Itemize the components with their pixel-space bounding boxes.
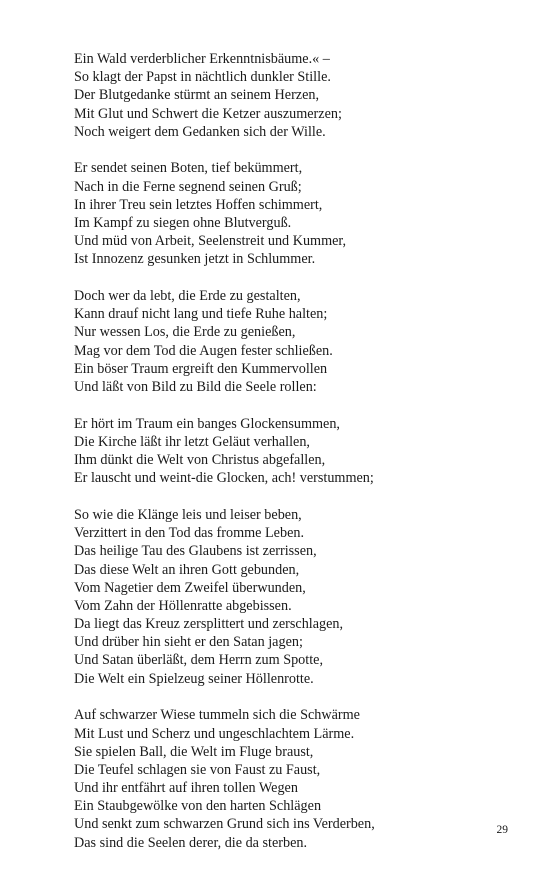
stanza [74,50,514,141]
poem-line: Auf schwarzer Wiese tummeln sich die Schwärme [74,707,360,724]
poem-line: Mit Lust und Scherz und ungeschlachtem Lärme. [74,725,355,742]
poem-line: Ist Innozenz gesunken jetzt in Schlummer. [74,251,316,268]
poem-line: So klagt der Papst in nächtlich dunkler Stille. [74,69,331,86]
page-number: 29 [496,824,508,836]
poem-line: So wie die Klänge leis und leiser beben, [74,506,302,523]
poem-line: Die Welt ein Spielzeug seiner Höllenrotte. [74,670,314,687]
poem-line: Kann drauf nicht lang und tiefe Ruhe halten; [74,306,328,323]
stanza [74,506,514,688]
stanza [74,415,514,488]
stanza [74,706,514,852]
poem-line: Mit Glut und Schwert die Ketzer auszumerzen; [74,105,342,122]
poem-line: Und drüber hin sieht er den Satan jagen; [74,634,303,651]
poem-line: Nur wessen Los, die Erde zu genießen, [74,324,296,341]
poem-line: Und Satan überläßt, dem Herrn zum Spotte, [74,652,324,669]
poem-line: Noch weigert dem Gedanken sich der Wille. [74,123,326,140]
poem-line: Und müd von Arbeit, Seelenstreit und Kummer, [74,233,347,250]
poem-line: Da liegt das Kreuz zersplittert und zerschlagen, [74,616,344,633]
poem-line: Er hört im Traum ein banges Glockensummen, [74,415,340,432]
poem-line: Doch wer da lebt, die Erde zu gestalten, [74,288,301,305]
poem-line: Und senkt zum schwarzen Grund sich ins Verderben, [74,816,375,833]
poem-line: Im Kampf zu siegen ohne Blutverguß. [74,215,292,231]
stanza [74,159,514,268]
poem-line: Ein Wald verderblicher Erkenntnisbäume.« – [74,51,330,67]
poem-line: Das diese Welt an ihren Gott gebunden, [74,561,300,578]
poem-line: Die Teufel schlagen sie von Faust zu Faust, [74,761,321,778]
poem-line: Ihm dünkt die Welt von Christus abgefallen, [74,452,326,469]
poem-line: Er lauscht und weint-die Glocken, ach! verstummen; [74,470,374,487]
poem-body [74,50,514,870]
poem-line: Er sendet seinen Boten, tief bekümmert, [74,160,303,177]
poem-line: Verzittert in den Tod das fromme Leben. [74,525,305,542]
poem-line: Ein Staubgewölke von den harten Schlägen [74,798,322,815]
poem-line: Der Blutgedanke stürmt an seinem Herzen, [74,87,320,104]
poem-line: Das heilige Tau des Glaubens ist zerrissen, [74,543,317,560]
poem-line: Und läßt von Bild zu Bild die Seele rollen: [74,379,317,395]
poem-line: Und ihr entfährt auf ihren tollen Wegen [74,780,298,797]
poem-line: In ihrer Treu sein letztes Hoffen schimmert, [74,196,323,213]
poem-line: Die Kirche läßt ihr letzt Geläut verhallen, [74,433,310,450]
poem-line: Das sind die Seelen derer, die da sterben. [74,834,308,851]
poem-line: Mag vor dem Tod die Augen fester schließen. [74,342,333,359]
poem-line: Nach in die Ferne segnend seinen Gruß; [74,178,302,195]
stanza [74,287,514,396]
poem-line: Vom Nagetier dem Zweifel überwunden, [74,579,306,596]
poem-line: Vom Zahn der Höllenratte abgebissen. [74,597,292,614]
poem-line: Ein böser Traum ergreift den Kummervollen [74,360,328,377]
poem-line: Sie spielen Ball, die Welt im Fluge braust, [74,743,314,760]
